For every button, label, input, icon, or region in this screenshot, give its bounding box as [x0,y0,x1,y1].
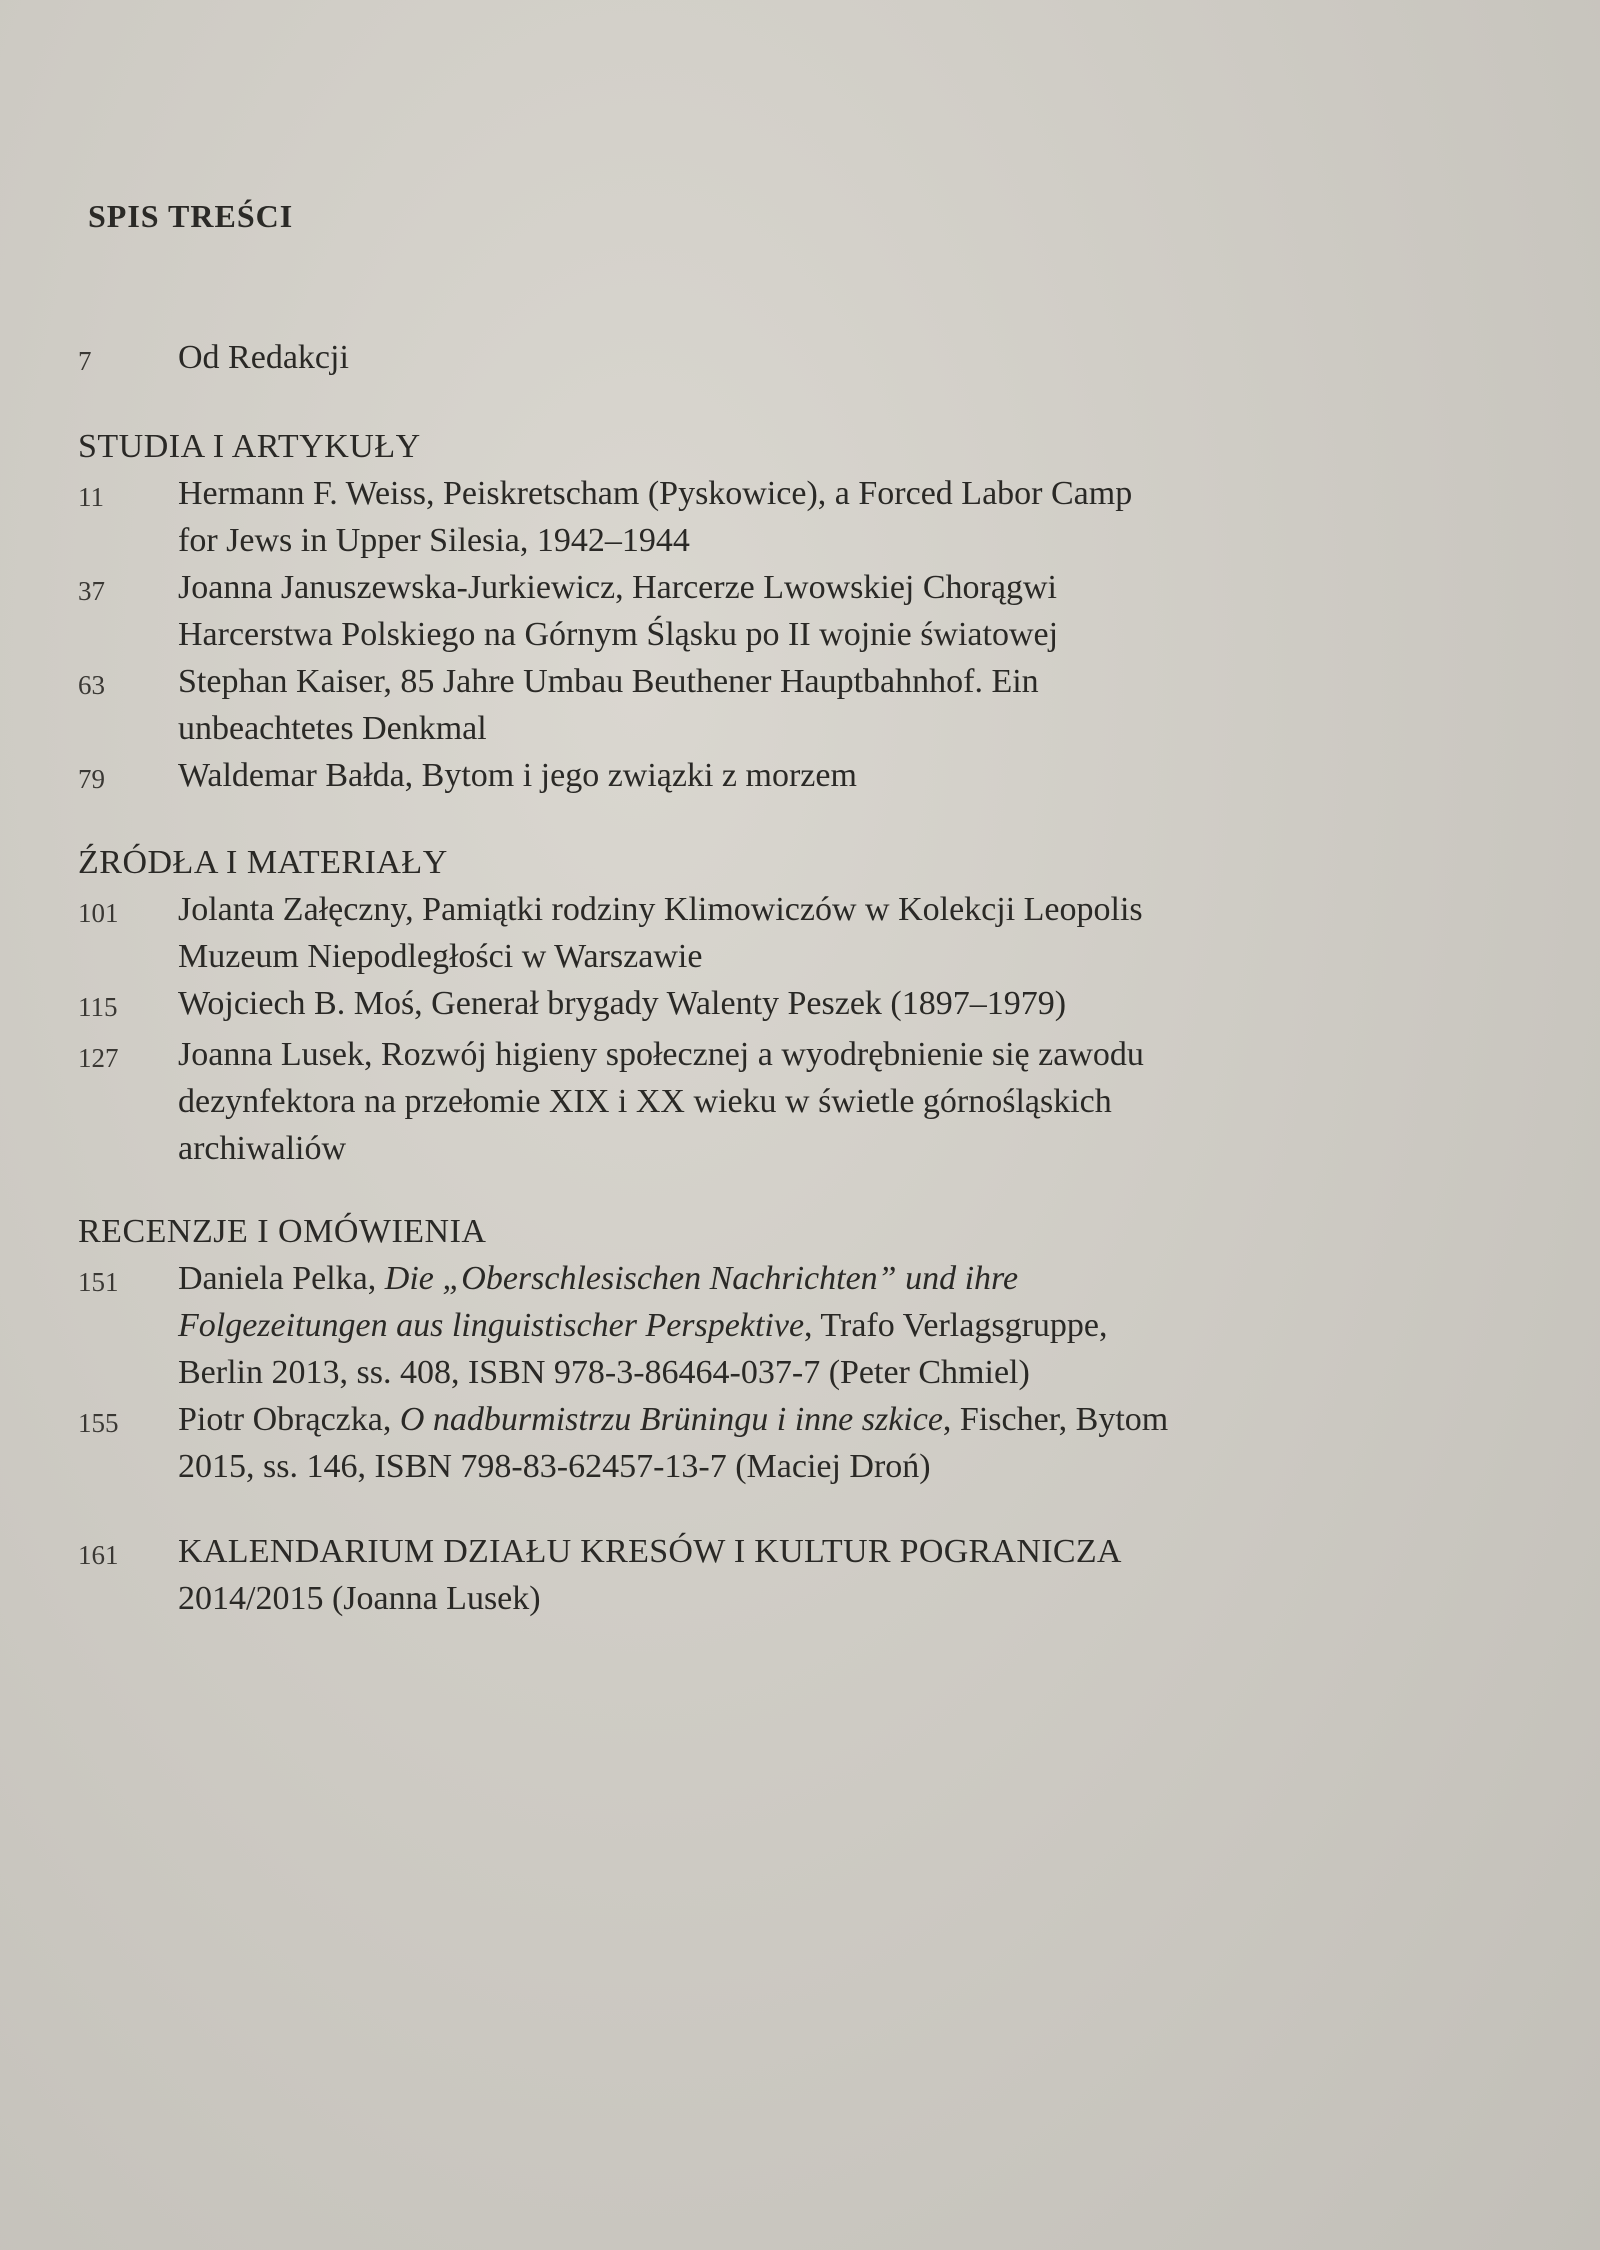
section-heading: RECENZJE I OMÓWIENIA [78,1213,487,1250]
toc-entry [78,886,1198,980]
page-number: 127 [78,1043,119,1073]
entry-text: Joanna Januszewska-Jurkiewicz, Harcerze Lwowskiej Chorągwi Harcerstwa Polskiego na Górnym Śląsku po II wojnie światowej [178,569,1059,653]
page-title: SPIS TREŚCI [88,198,294,234]
toc-entry-intro [78,334,1198,385]
entry-text: Waldemar Bałda, Bytom i jego związki z morzem [178,757,857,794]
entry-text: Joanna Lusek, Rozwój higieny społecznej a wyodrębnienie się zawodu dezynfektora na przełomie XIX i XX wieku w świetle górnośląskich archiwaliów [178,1036,1144,1167]
page-number: 161 [78,1540,119,1570]
page-number: 101 [78,898,119,928]
entry-text: Wojciech B. Moś, Generał brygady Walenty Peszek (1897–1979) [178,985,1067,1022]
section-heading: ŹRÓDŁA I MATERIAŁY [78,844,448,881]
section-studia [78,423,1198,803]
entry-text [178,1396,1178,1490]
table-of-contents [78,334,1198,1622]
entry-text [178,1255,1178,1396]
toc-entry [78,1396,1198,1490]
page-number: 7 [78,346,92,376]
review-details: , Trafo Verlagsgruppe, Berlin 2013, ss. 408, ISBN 978-3-86464-037-7 (Peter Chmiel) [178,1307,1108,1391]
page-number: 155 [78,1408,119,1438]
review-details: , Fischer, Bytom 2015, ss. 146, ISBN 798-83-62457-13-7 (Maciej Droń) [178,1401,1169,1485]
toc-entry [78,564,1198,658]
calendar-heading: KALENDARIUM DZIAŁU KRESÓW I KULTUR POGRANICZA [178,1533,1122,1570]
review-book-title: O nadburmistrzu Brüningu i inne szkice [399,1401,943,1438]
section-heading: STUDIA I ARTYKUŁY [78,428,421,465]
entry-text: Od Redakcji [178,339,349,376]
page-number: 11 [78,482,104,512]
toc-entry [78,658,1198,752]
page-number: 79 [78,764,105,794]
page-number: 63 [78,670,105,700]
toc-entry-calendar [78,1528,1198,1622]
section-recenzje [78,1208,1198,1490]
review-author: Daniela Pelka, [178,1260,377,1297]
toc-entry [78,470,1198,564]
toc-entry [78,1031,1198,1172]
entry-text [178,1528,1178,1622]
toc-entry [78,980,1198,1031]
page-number: 37 [78,576,105,606]
calendar-details: 2014/2015 (Joanna Lusek) [178,1580,541,1617]
section-zrodla [78,839,1198,1172]
review-author: Piotr Obrączka, [178,1401,392,1438]
page-number: 115 [78,992,118,1022]
toc-entry [78,1255,1198,1396]
entry-text: Hermann F. Weiss, Peiskretscham (Pyskowice), a Forced Labor Camp for Jews in Upper Silesia, 1942–1944 [178,475,1133,559]
toc-entry [78,752,1198,803]
review-book-title: Die „Oberschlesischen Nachrichten” und ihre Folgezeitungen aus linguistischer Perspektive [178,1260,1019,1344]
entry-text: Stephan Kaiser, 85 Jahre Umbau Beuthener Hauptbahnhof. Ein unbeachtetes Denkmal [178,663,1039,747]
entry-text: Jolanta Załęczny, Pamiątki rodziny Klimowiczów w Kolekcji Leopolis Muzeum Niepodległości w Warszawie [178,891,1143,975]
page-number: 151 [78,1267,119,1297]
